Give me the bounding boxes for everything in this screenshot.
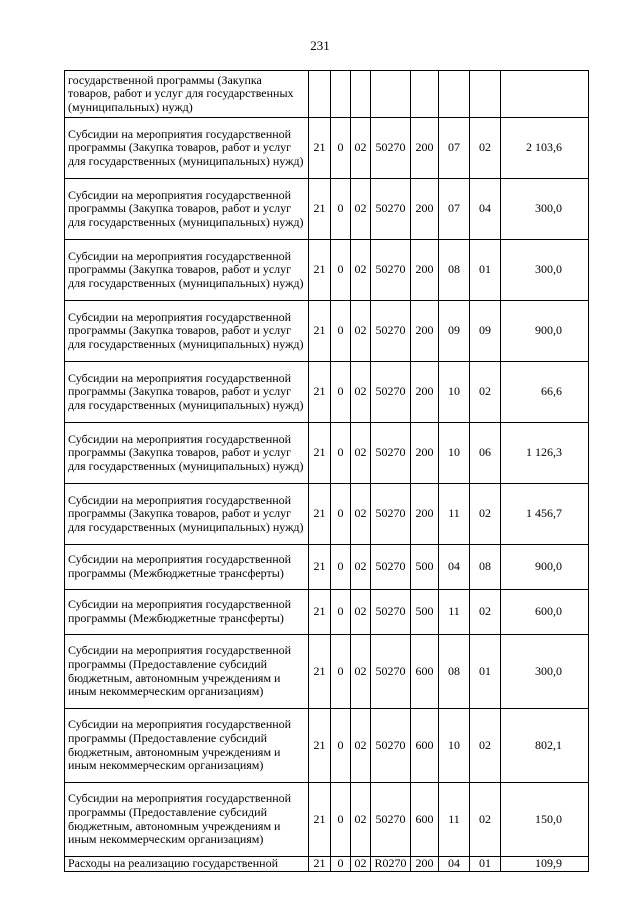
expense-type-code: 500 [411,545,439,590]
subprogram-code: 0 [331,484,351,545]
row-description: Субсидии на мероприятия государственной программы (Закупка товаров, работ и услуг для государственных (муниципальных) нужд) [65,423,309,484]
subsection-code: 02 [470,709,501,783]
row-description: Субсидии на мероприятия государственной программы (Закупка товаров, работ и услуг для государственных (муниципальных) нужд) [65,240,309,301]
subsection-code: 02 [470,118,501,179]
measure-code: 02 [351,484,371,545]
subsection-code: 08 [470,545,501,590]
amount: 300,0 [501,240,589,301]
table-row [65,545,589,590]
subprogram-code: 0 [331,179,351,240]
section-code [439,71,470,118]
amount: 900,0 [501,545,589,590]
table-row [65,240,589,301]
amount: 300,0 [501,179,589,240]
section-code: 08 [439,240,470,301]
subsection-code: 06 [470,423,501,484]
subsection-code: 01 [470,635,501,709]
table-row [65,857,589,872]
section-code: 08 [439,635,470,709]
subsection-code: 09 [470,301,501,362]
subsection-code: 02 [470,590,501,635]
measure-code: 02 [351,240,371,301]
measure-code [351,71,371,118]
subprogram-code: 0 [331,783,351,857]
subprogram-code: 0 [331,240,351,301]
table-row [65,590,589,635]
row-description: Субсидии на мероприятия государственной программы (Закупка товаров, работ и услуг для государственных (муниципальных) нужд) [65,484,309,545]
measure-code: 02 [351,362,371,423]
row-description: Субсидии на мероприятия государственной программы (Предоставление субсидий бюджетным, автономным учреждениям и иным некоммерческим организациям) [65,709,309,783]
subsection-code: 04 [470,179,501,240]
measure-code: 02 [351,783,371,857]
expense-type-code: 600 [411,783,439,857]
program-code: 21 [309,783,331,857]
page-number: 231 [310,38,330,53]
section-code: 10 [439,362,470,423]
program-code: 21 [309,857,331,872]
amount: 109,9 [501,857,589,872]
table-row [65,179,589,240]
row-description: Субсидии на мероприятия государственной программы (Закупка товаров, работ и услуг для государственных (муниципальных) нужд) [65,301,309,362]
program-code: 21 [309,590,331,635]
section-code: 07 [439,179,470,240]
subprogram-code: 0 [331,362,351,423]
subsection-code: 01 [470,857,501,872]
measure-code: 02 [351,590,371,635]
row-description: Субсидии на мероприятия государственной программы (Межбюджетные трансферты) [65,545,309,590]
row-description: Субсидии на мероприятия государственной программы (Предоставление субсидий бюджетным, автономным учреждениям и иным некоммерческим организациям) [65,783,309,857]
section-code: 10 [439,709,470,783]
program-code: 21 [309,423,331,484]
expense-type-code: 200 [411,179,439,240]
measure-code: 02 [351,423,371,484]
subprogram-code: 0 [331,590,351,635]
amount: 300,0 [501,635,589,709]
direction-code: 50270 [371,301,411,362]
expense-type-code: 200 [411,118,439,179]
direction-code: 50270 [371,240,411,301]
direction-code: 50270 [371,362,411,423]
expense-type-code [411,71,439,118]
row-description: Субсидии на мероприятия государственной программы (Закупка товаров, работ и услуг для государственных (муниципальных) нужд) [65,362,309,423]
section-code: 07 [439,118,470,179]
table-row [65,362,589,423]
subsection-code [470,71,501,118]
measure-code: 02 [351,545,371,590]
subsection-code: 02 [470,362,501,423]
section-code: 04 [439,545,470,590]
expense-type-code: 200 [411,857,439,872]
subprogram-code: 0 [331,635,351,709]
subprogram-code: 0 [331,709,351,783]
direction-code: 50270 [371,423,411,484]
row-description: Субсидии на мероприятия государственной программы (Закупка товаров, работ и услуг для государственных (муниципальных) нужд) [65,118,309,179]
program-code: 21 [309,362,331,423]
direction-code: 50270 [371,635,411,709]
row-description: государственной программы (Закупка товаров, работ и услуг для государственных (муниципальных) нужд) [65,71,309,118]
subprogram-code: 0 [331,118,351,179]
amount: 1 126,3 [501,423,589,484]
expense-type-code: 500 [411,590,439,635]
expense-type-code: 200 [411,484,439,545]
direction-code: 50270 [371,545,411,590]
amount: 1 456,7 [501,484,589,545]
expense-type-code: 600 [411,709,439,783]
expense-type-code: 600 [411,635,439,709]
subsection-code: 02 [470,484,501,545]
subprogram-code: 0 [331,545,351,590]
program-code: 21 [309,635,331,709]
row-description: Субсидии на мероприятия государственной программы (Предоставление субсидий бюджетным, автономным учреждениям и иным некоммерческим организациям) [65,635,309,709]
subsection-code: 02 [470,783,501,857]
subprogram-code: 0 [331,301,351,362]
expense-type-code: 200 [411,362,439,423]
subprogram-code [331,71,351,118]
measure-code: 02 [351,635,371,709]
amount [501,71,589,118]
measure-code: 02 [351,857,371,872]
measure-code: 02 [351,709,371,783]
table-row [65,301,589,362]
program-code: 21 [309,709,331,783]
section-code: 11 [439,484,470,545]
direction-code: R0270 [371,857,411,872]
direction-code: 50270 [371,118,411,179]
direction-code: 50270 [371,179,411,240]
row-description: Субсидии на мероприятия государственной программы (Закупка товаров, работ и услуг для государственных (муниципальных) нужд) [65,179,309,240]
table-row [65,71,589,118]
section-code: 09 [439,301,470,362]
measure-code: 02 [351,301,371,362]
table-row [65,635,589,709]
direction-code: 50270 [371,709,411,783]
amount: 2 103,6 [501,118,589,179]
amount: 150,0 [501,783,589,857]
row-description: Субсидии на мероприятия государственной программы (Межбюджетные трансферты) [65,590,309,635]
program-code: 21 [309,545,331,590]
section-code: 11 [439,590,470,635]
program-code: 21 [309,484,331,545]
amount: 802,1 [501,709,589,783]
direction-code: 50270 [371,484,411,545]
direction-code: 50270 [371,783,411,857]
section-code: 11 [439,783,470,857]
subsection-code: 01 [470,240,501,301]
amount: 900,0 [501,301,589,362]
measure-code: 02 [351,179,371,240]
amount: 600,0 [501,590,589,635]
section-code: 10 [439,423,470,484]
program-code [309,71,331,118]
subprogram-code: 0 [331,857,351,872]
expense-type-code: 200 [411,423,439,484]
program-code: 21 [309,179,331,240]
measure-code: 02 [351,118,371,179]
amount: 66,6 [501,362,589,423]
budget-table [64,70,589,872]
section-code: 04 [439,857,470,872]
expense-type-code: 200 [411,301,439,362]
expense-type-code: 200 [411,240,439,301]
table-row [65,423,589,484]
program-code: 21 [309,301,331,362]
program-code: 21 [309,240,331,301]
subprogram-code: 0 [331,423,351,484]
program-code: 21 [309,118,331,179]
table-row [65,709,589,783]
direction-code: 50270 [371,590,411,635]
table-row [65,484,589,545]
table-row [65,783,589,857]
row-description: Расходы на реализацию государственной [65,857,309,872]
direction-code [371,71,411,118]
table-row [65,118,589,179]
